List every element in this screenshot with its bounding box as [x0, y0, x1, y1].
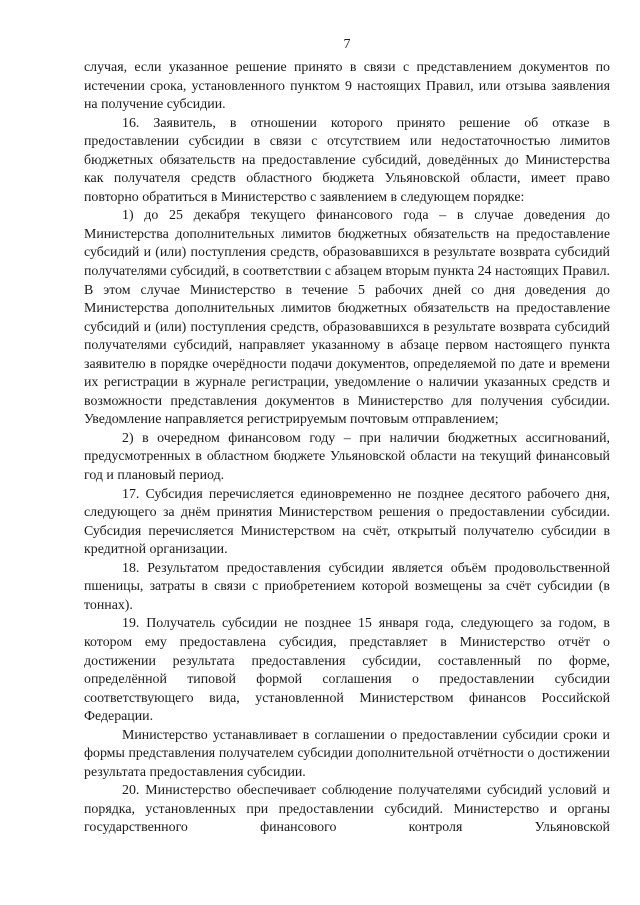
paragraph: 1) до 25 декабря текущего финансового года – в случае доведения до Министерства дополнительных лимитов бюджетных обязательств на предоставление субсидий и (или) поступления средств, образовавшихся в результате возврата субсидий получателями субсидий, в соответствии с абзацем вторым пункта 24 настоящих Правил. В этом случае Министерство в течение 5 рабочих дней со дня доведения до Министерства дополнительных лимитов бюджетных обязательств на предоставление субсидий и (или) поступления средств, образовавшихся в результате возврата субсидий получателями субсидий, направляет указанному в абзаце первом настоящего пункта заявителю в порядке очерёдности подачи документов, определяемой по дате и времени их регистрации в журнале регистрации, уведомление о наличии указанных средств и возможности представления документов в Министерство для получения субсидии. Уведомление направляется регистрируемым почтовым отправлением;: [84, 208, 610, 428]
document-body: [84, 59, 610, 838]
paragraph: 16. Заявитель, в отношении которого принято решение об отказе в предоставлении субсидии в связи с отсутствием или недостаточностью лимитов бюджетных обязательств на предоставление субсидий, доведённых до Министерства как получателя средств областного бюджета Ульяновской области, имеет право повторно обратиться в Министерство с заявлением в следующем порядке:: [84, 115, 610, 205]
paragraph: случая, если указанное решение принято в связи с представлением документов по истечении срока, установленного пунктом 9 настоящих Правил, или отзыва заявления на получение субсидии.: [84, 60, 610, 113]
paragraph: Министерство устанавливает в соглашении о предоставлении субсидии сроки и формы представления получателем субсидии дополнительной отчётности о достижении результата предоставления субсидии.: [84, 727, 610, 780]
paragraph: 17. Субсидия перечисляется единовременно не позднее десятого рабочего дня, следующего за днём принятия Министерством решения о предоставлении субсидии. Субсидия перечисляется Министерством на счёт, открытый получателю субсидии в кредитной организации.: [84, 486, 610, 558]
paragraph: 20. Министерство обеспечивает соблюдение получателями субсидий условий и порядка, установленных при предоставлении субсидий. Министерство и органы государственного финансового контроля Ульяновской: [84, 783, 610, 836]
paragraph: 19. Получатель субсидии не позднее 15 января года, следующего за годом, в котором ему предоставлена субсидия, представляет в Министерство отчёт о достижении результата предоставления субсидии, составленный по форме, определённой типовой формой соглашения о предоставлении субсидии соответствующего вида, установленной Министерством финансов Российской Федерации.: [84, 616, 610, 725]
paragraph: 18. Результатом предоставления субсидии является объём продовольственной пшеницы, затраты в связи с приобретением которой возмещены за счёт субсидии (в тоннах).: [84, 560, 610, 613]
paragraph: 2) в очередном финансовом году – при наличии бюджетных ассигнований, предусмотренных в областном бюджете Ульяновской области на текущий финансовый год и плановый период.: [84, 430, 610, 484]
page-number: 7: [343, 37, 351, 52]
